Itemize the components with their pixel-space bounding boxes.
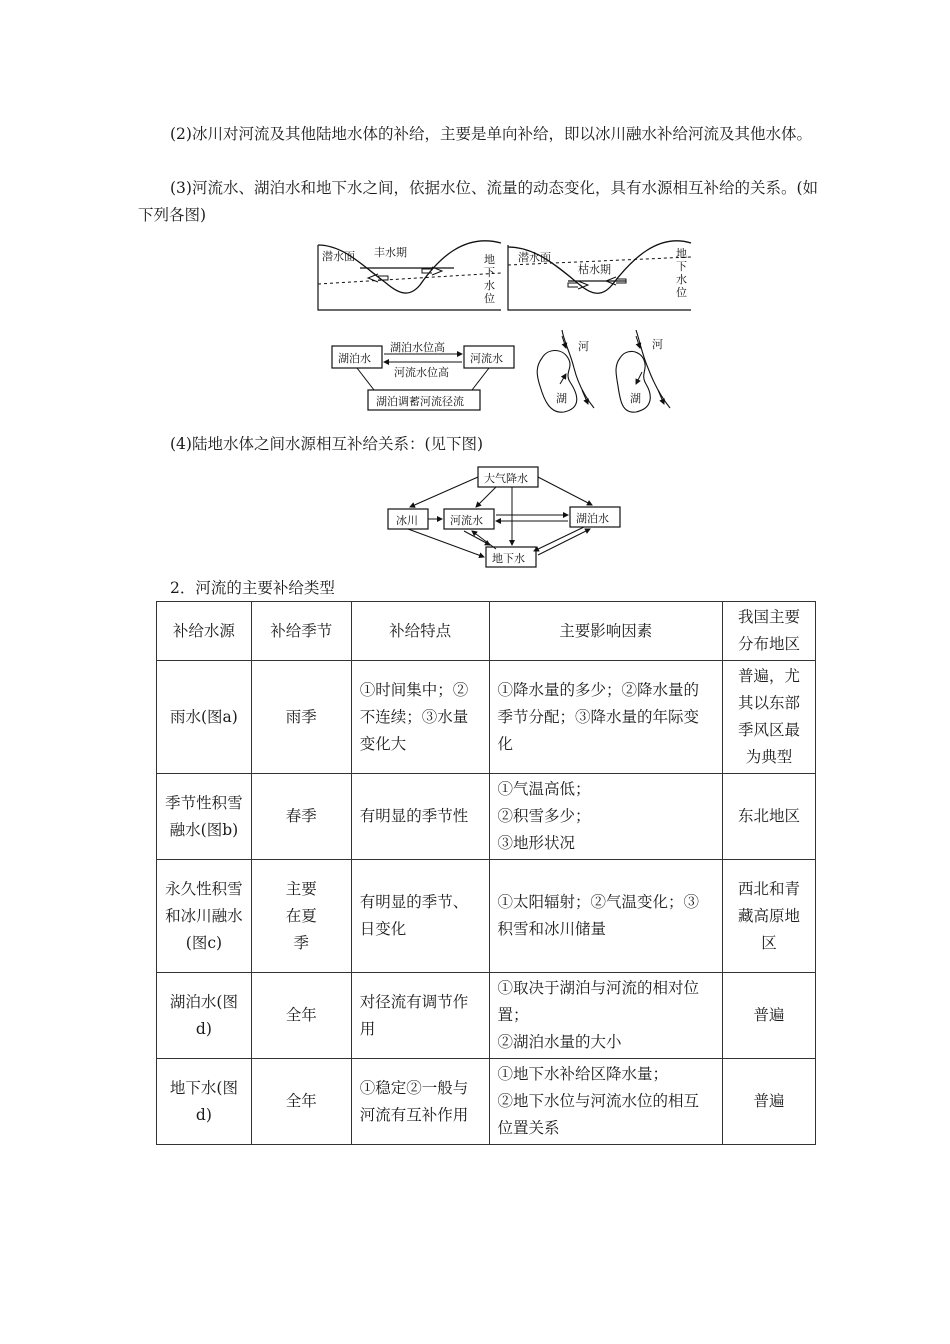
factor-line: ①地下水补给区降水量；: [497, 1065, 669, 1083]
axis-char: 位: [484, 292, 495, 305]
lake-sketch-2: [616, 330, 670, 412]
cell-source: 永久性积雪和冰川融水(图c): [157, 860, 252, 973]
river-supply-table: [156, 601, 816, 1145]
table-row: [157, 973, 816, 1059]
river-label-2: 河流水: [450, 514, 483, 527]
factor-line: ①太阳辐射；②气温变化；③积雪和冰川储量: [497, 893, 700, 938]
lake-sketch-1: [537, 330, 594, 412]
cell-season: 全年: [251, 1059, 351, 1145]
section-heading: 2．河流的主要补给类型: [170, 579, 335, 597]
factor-line: ②地下水位与河流水位的相互位置关系: [497, 1092, 700, 1137]
header-cell: 主要影响因素: [489, 602, 723, 661]
water-table-diagrams: [316, 237, 700, 315]
axis-char: 水: [484, 279, 495, 292]
table-row: [157, 1059, 816, 1145]
factor-line: ①降水量的多少；②降水量的季节分配；③降水量的年际变化: [497, 680, 700, 753]
cell-feature: 有明显的季节性: [351, 774, 489, 860]
high-water-panel: [318, 241, 501, 310]
axis-char: 下: [676, 260, 687, 273]
table-row: [157, 661, 816, 774]
axis-char: 地: [484, 253, 495, 266]
factor-line: ②积雪多少；: [497, 807, 591, 825]
cell-source: 雨水(图a): [157, 661, 252, 774]
cell-season: 全年: [251, 973, 351, 1059]
water-bodies-relation-diagram: [386, 465, 622, 569]
cell-region: 东北地区: [723, 774, 816, 860]
paragraph-3: (3)河流水、湖泊水和地下水之间，依据水位、流量的动态变化，具有水源相互补给的关系。(如下列各图): [138, 179, 819, 224]
river-char-2: 河: [652, 338, 663, 351]
header-cell: 我国主要分布地区: [723, 602, 816, 661]
high-water-label: 丰水期: [374, 246, 407, 259]
cell-source: 地下水(图d): [157, 1059, 252, 1145]
low-water-label: 枯水期: [578, 263, 611, 276]
cell-source: 湖泊水(图d): [157, 973, 252, 1059]
precip-label: 大气降水: [484, 472, 528, 485]
factor-line: ①取决于湖泊与河流的相对位置；: [497, 979, 700, 1024]
cell-region: 西北和青藏高原地区: [723, 860, 816, 973]
axis-char: 水: [676, 273, 687, 286]
header-cell: 补给水源: [157, 602, 252, 661]
water-table-label-left: 潜水面: [322, 250, 355, 263]
cell-season: 雨季: [251, 661, 351, 774]
cell-region: 普遍: [723, 973, 816, 1059]
low-water-panel: [508, 241, 691, 310]
ground-label: 地下水: [492, 552, 525, 565]
cell-feature: ①时间集中；②不连续；③水量变化大: [351, 661, 489, 774]
river-label: 河流水: [470, 352, 503, 365]
table-row: [157, 774, 816, 860]
axis-char: 下: [484, 266, 495, 279]
cell-season: 春季: [251, 774, 351, 860]
paragraph-4: (4)陆地水体之间水源相互补给关系：(见下图): [170, 435, 484, 453]
cell-factors: [489, 661, 723, 774]
cell-source: 季节性积雪融水(图b): [157, 774, 252, 860]
lake-label: 湖泊水: [338, 352, 371, 365]
factor-line: ③地形状况: [497, 834, 576, 852]
regulate-label: 湖泊调蓄河流径流: [376, 395, 464, 408]
lake-high-label: 湖泊水位高: [390, 341, 445, 354]
lake-river-diagram: [330, 328, 700, 416]
glacier-label: 冰川: [396, 514, 418, 527]
cell-feature: 对径流有调节作用: [351, 973, 489, 1059]
cell-factors: [489, 860, 723, 973]
cell-factors: [489, 774, 723, 860]
lake-char-2: 湖: [630, 392, 641, 405]
water-table-label-right: 潜水面: [518, 251, 551, 264]
paragraph-2: (2)冰川对河流及其他陆地水体的补给，主要是单向补给，即以冰川融水补给河流及其他水体。: [170, 125, 812, 143]
cell-region: 普遍: [723, 1059, 816, 1145]
factor-line: ②湖泊水量的大小: [497, 1033, 622, 1051]
cell-factors: [489, 973, 723, 1059]
axis-char: 位: [676, 286, 687, 299]
cell-region: 普遍，尤其以东部季风区最为典型: [723, 661, 816, 774]
lake-label-2: 湖泊水: [576, 512, 609, 525]
river-high-label: 河流水位高: [394, 366, 449, 379]
table-header-row: [157, 602, 816, 661]
header-cell: 补给特点: [351, 602, 489, 661]
river-char-1: 河: [578, 340, 589, 353]
header-cell: 补给季节: [251, 602, 351, 661]
factor-line: ①气温高低；: [497, 780, 591, 798]
cell-factors: [489, 1059, 723, 1145]
axis-char: 地: [676, 247, 687, 260]
lake-char-1: 湖: [556, 392, 567, 405]
cell-season: 主要在夏季: [251, 860, 351, 973]
cell-feature: 有明显的季节、日变化: [351, 860, 489, 973]
table-row: [157, 860, 816, 973]
cell-feature: ①稳定②一般与河流有互补作用: [351, 1059, 489, 1145]
